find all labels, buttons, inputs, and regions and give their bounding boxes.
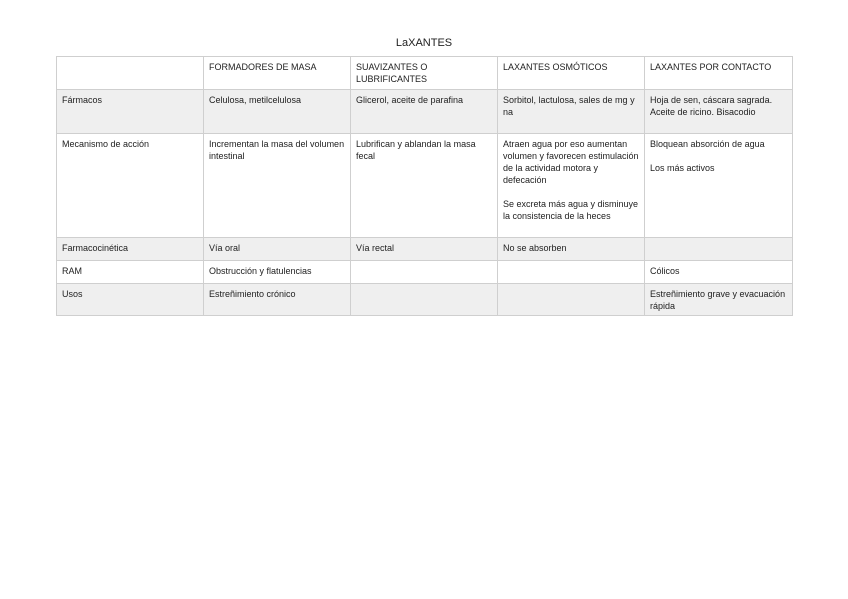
mecanismo-osmoticos-text-2: Se excreta más agua y disminuye la consistencia de la heces xyxy=(503,199,639,221)
row-label-usos: Usos xyxy=(57,284,204,316)
header-cell-contacto: LAXANTES POR CONTACTO xyxy=(645,57,793,90)
cell-usos-contacto: Estreñimiento grave y evacuación rápida xyxy=(645,284,793,316)
cell-farmacocinetica-formadores: Vía oral xyxy=(204,238,351,261)
cell-farmacocinetica-suavizantes: Vía rectal xyxy=(351,238,498,261)
table-row-mecanismo xyxy=(57,134,793,238)
cell-farmacocinetica-contacto xyxy=(645,238,793,261)
cell-usos-formadores: Estreñimiento crónico xyxy=(204,284,351,316)
header-cell-empty xyxy=(57,57,204,90)
row-label-farmacocinetica: Farmacocinética xyxy=(57,238,204,261)
cell-mecanismo-suavizantes: Lubrifican y ablandan la masa fecal xyxy=(351,134,498,238)
cell-mecanismo-osmoticos xyxy=(498,134,645,238)
cell-mecanismo-contacto xyxy=(645,134,793,238)
table-row-farmacocinetica xyxy=(57,238,793,261)
cell-mecanismo-formadores: Incrementan la masa del volumen intestinal xyxy=(204,134,351,238)
cell-usos-osmoticos xyxy=(498,284,645,316)
laxantes-table xyxy=(56,56,793,316)
cell-farmacos-formadores: Celulosa, metilcelulosa xyxy=(204,90,351,134)
cell-farmacos-contacto: Hoja de sen, cáscara sagrada. Aceite de ricino. Bisacodio xyxy=(645,90,793,134)
row-label-mecanismo: Mecanismo de acción xyxy=(57,134,204,238)
table-row-farmacos xyxy=(57,90,793,134)
cell-ram-suavizantes xyxy=(351,261,498,284)
mecanismo-contacto-text-2: Los más activos xyxy=(650,163,715,173)
table-header-row xyxy=(57,57,793,90)
row-label-farmacos: Fármacos xyxy=(57,90,204,134)
cell-usos-suavizantes xyxy=(351,284,498,316)
document-title: LaXANTES xyxy=(395,37,453,49)
header-cell-osmoticos: LAXANTES OSMÓTICOS xyxy=(498,57,645,90)
mecanismo-osmoticos-text-1: Atraen agua por eso aumentan volumen y favorecen estimulación de la actividad motora y defecación xyxy=(503,139,639,185)
header-cell-formadores: FORMADORES DE MASA xyxy=(204,57,351,90)
row-label-ram: RAM xyxy=(57,261,204,284)
cell-farmacos-osmoticos: Sorbitol, lactulosa, sales de mg y na xyxy=(498,90,645,134)
cell-ram-osmoticos xyxy=(498,261,645,284)
table-row-ram xyxy=(57,261,793,284)
mecanismo-contacto-text-1: Bloquean absorción de agua xyxy=(650,139,765,149)
header-cell-suavizantes: SUAVIZANTES O LUBRIFICANTES xyxy=(351,57,498,90)
cell-ram-formadores: Obstrucción y flatulencias xyxy=(204,261,351,284)
cell-farmacocinetica-osmoticos: No se absorben xyxy=(498,238,645,261)
table-row-usos xyxy=(57,284,793,316)
cell-farmacos-suavizantes: Glicerol, aceite de parafina xyxy=(351,90,498,134)
cell-ram-contacto: Cólicos xyxy=(645,261,793,284)
